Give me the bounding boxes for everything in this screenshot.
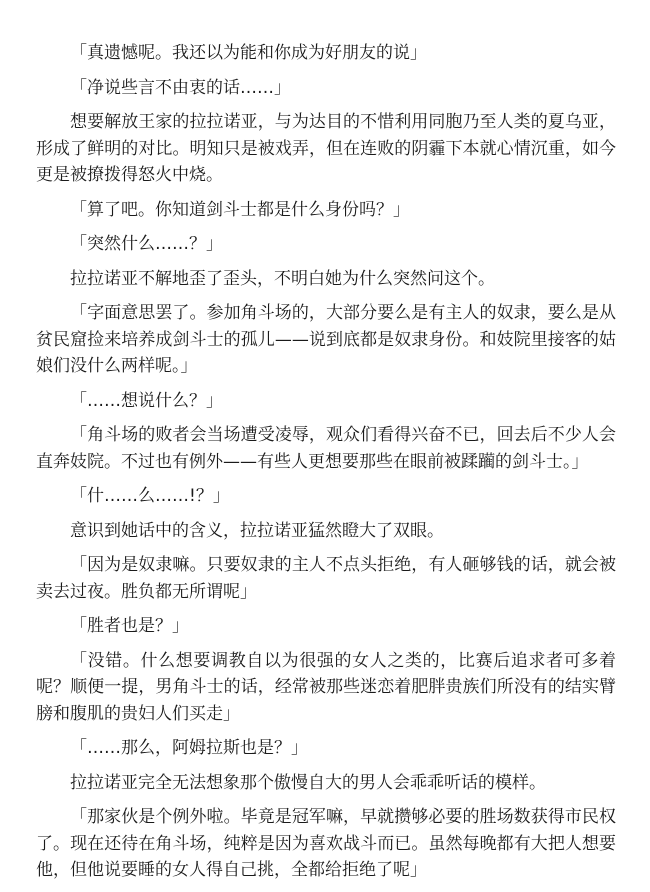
paragraph: 「真遗憾呢。我还以为能和你成为好朋友的说」 <box>70 43 427 63</box>
paragraph: 「……想说什么？」 <box>70 390 223 411</box>
paragraph: 「突然什么……？」 <box>70 234 223 254</box>
paragraph: 「……那么，阿姆拉斯也是？」 <box>70 738 308 758</box>
paragraph: 想要解放王家的拉拉诺亚，与为达目的不惜利用同胞乃至人类的夏乌亚，形成了鲜明的对比。明知只是被戏弄，但在连败的阴霾下本就心情沉重，如今更是被撩拨得怒火中烧。 <box>36 112 616 185</box>
paragraph: 「字面意思罢了。参加角斗场的，大部分要么是有主人的奴隶，要么是从贫民窟捡来培养成剑斗士的孤儿——说到底都是奴隶身份。和妓院里接客的姑娘们没什么两样呢。」 <box>36 303 616 376</box>
paragraph: 「没错。什么想要调教自以为很强的女人之类的，比赛后追求者可多着呢？顺便一提，男角斗士的话，经常被那些迷恋着肥胖贵族们所没有的结实臂膀和腹肌的贵妇人们买走」 <box>36 650 616 724</box>
paragraph: 「那家伙是个例外啦。毕竟是冠军嘛，早就攒够必要的胜场数获得市民权了。现在还待在角斗场，纯粹是因为喜欢战斗而已。虽然每晚都有大把人想要他，但他说要睡的女人得自己挑，全都给拒绝了呢」 <box>36 807 616 880</box>
novel-page <box>36 40 616 892</box>
paragraph: 「净说些言不由衷的话……」 <box>70 77 291 98</box>
paragraph: 拉拉诺亚完全无法想象那个傲慢自大的男人会乖乖听话的模样。 <box>70 772 546 793</box>
paragraph: 「胜者也是？」 <box>70 616 189 636</box>
paragraph: 「因为是奴隶嘛。只要奴隶的主人不点头拒绝，有人砸够钱的话，就会被卖去过夜。胜负都无所谓呢」 <box>36 555 616 602</box>
paragraph: 拉拉诺亚不解地歪了歪头，不明白她为什么突然问这个。 <box>70 268 495 289</box>
paragraph: 「什……么……!？」 <box>70 486 230 506</box>
paragraph: 「算了吧。你知道剑斗士都是什么身份吗？」 <box>70 199 410 220</box>
paragraph: 意识到她话中的含义，拉拉诺亚猛然瞪大了双眼。 <box>70 520 444 541</box>
paragraph: 「角斗场的败者会当场遭受凌辱，观众们看得兴奋不已，回去后不少人会直奔妓院。不过也有例外——有些人更想要那些在眼前被蹂躏的剑斗士。」 <box>36 425 616 472</box>
